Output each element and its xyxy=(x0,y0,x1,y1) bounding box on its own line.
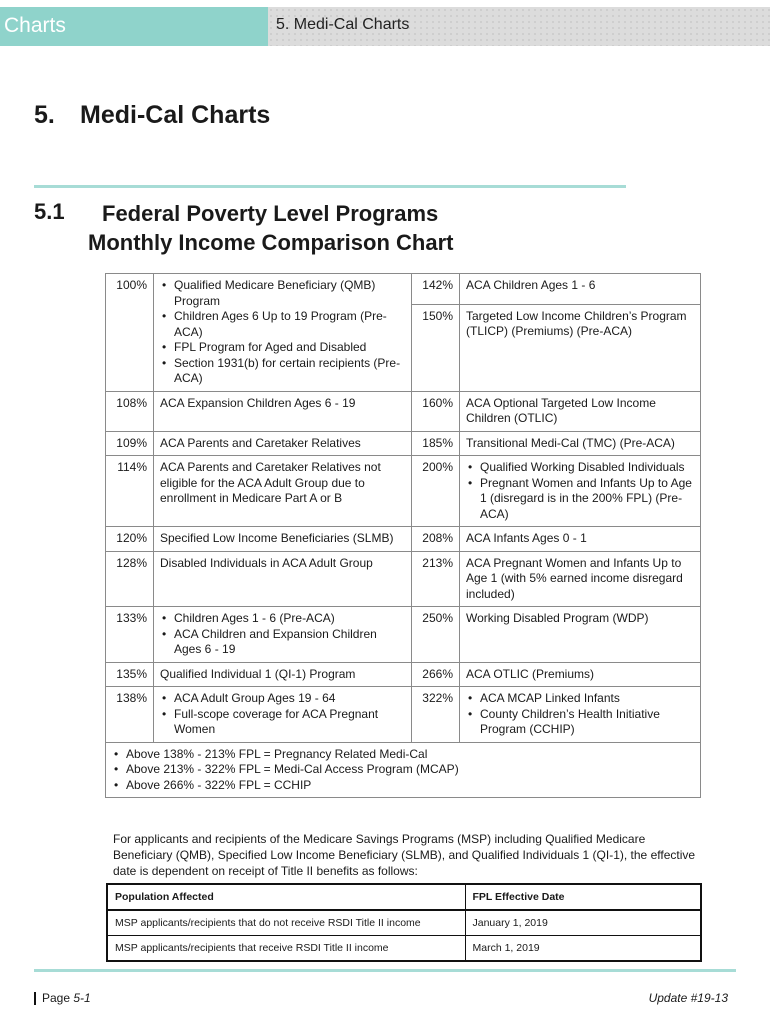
table-cell: January 1, 2019 xyxy=(465,910,701,936)
bullet-list xyxy=(160,278,405,387)
program-description: ACA Pregnant Women and Infants Up to Age 1 (with 5% earned income disregard included) xyxy=(460,551,701,607)
program-description: ACA Infants Ages 0 - 1 xyxy=(460,527,701,552)
bullet-item: • Pregnant Women and Infants Up to Age 1 (disregard is in the 200% FPL) (Pre-ACA) xyxy=(466,476,694,523)
msp-effective-date-table xyxy=(106,883,702,962)
bullet-list xyxy=(466,460,694,522)
program-description xyxy=(460,456,701,527)
program-description xyxy=(460,687,701,743)
bullet-item: • Above 138% - 213% FPL = Pregnancy Related Medi-Cal xyxy=(112,747,694,763)
table-row xyxy=(107,936,701,962)
table-row xyxy=(106,551,701,607)
program-description xyxy=(154,274,412,392)
section-title-line2: Monthly Income Comparison Chart xyxy=(88,230,454,255)
program-description: ACA Expansion Children Ages 6 - 19 xyxy=(154,391,412,431)
program-description xyxy=(154,607,412,663)
program-text: Targeted Low Income Children’s Program (TLICP) (Premiums) (Pre-ACA) xyxy=(460,304,700,340)
notes-cell xyxy=(106,742,701,798)
footer-marker xyxy=(34,992,36,1005)
table-cell: MSP applicants/recipients that do not receive RSDI Title II income xyxy=(107,910,465,936)
table-cell: March 1, 2019 xyxy=(465,936,701,962)
bullet-item: • ACA Adult Group Ages 19 - 64 xyxy=(160,691,405,707)
program-description: Working Disabled Program (WDP) xyxy=(460,607,701,663)
fpl-percent: 133% xyxy=(106,607,154,663)
divider-bottom xyxy=(34,969,736,972)
bullet-list xyxy=(466,691,694,738)
fpl-percent: 250% xyxy=(412,607,460,663)
header-tab-charts[interactable]: Charts xyxy=(0,7,268,46)
fpl-percent-value: 142% xyxy=(422,278,453,292)
footer-page-label: Page xyxy=(42,991,71,1005)
divider-top xyxy=(34,185,626,188)
table-header-row xyxy=(107,884,701,910)
program-description: ACA Parents and Caretaker Relatives xyxy=(154,431,412,456)
program-description xyxy=(460,274,701,392)
bullet-item: • Children Ages 6 Up to 19 Program (Pre-ACA) xyxy=(160,309,405,340)
table-row xyxy=(107,910,701,936)
table-cell: MSP applicants/recipients that receive RSDI Title II income xyxy=(107,936,465,962)
fpl-percent: 109% xyxy=(106,431,154,456)
table-row xyxy=(106,431,701,456)
bullet-list xyxy=(112,747,694,794)
table-row xyxy=(106,662,701,687)
bullet-item: • Section 1931(b) for certain recipients (Pre-ACA) xyxy=(160,356,405,387)
fpl-percent: 208% xyxy=(412,527,460,552)
fpl-percent: 138% xyxy=(106,687,154,743)
program-description xyxy=(154,687,412,743)
header-tab-section[interactable]: 5. Medi-Cal Charts xyxy=(268,7,770,46)
bullet-item: • Above 266% - 322% FPL = CCHIP xyxy=(112,778,694,794)
table-row xyxy=(106,607,701,663)
program-description: ACA Optional Targeted Low Income Children (OTLIC) xyxy=(460,391,701,431)
table-row xyxy=(106,274,701,392)
notes-row xyxy=(106,742,701,798)
table-row xyxy=(106,527,701,552)
table-row xyxy=(106,687,701,743)
fpl-percent: 160% xyxy=(412,391,460,431)
program-description: Transitional Medi-Cal (TMC) (Pre-ACA) xyxy=(460,431,701,456)
chapter-number: 5. xyxy=(34,101,55,129)
bullet-item: • Qualified Working Disabled Individuals xyxy=(466,460,694,476)
fpl-percent: 266% xyxy=(412,662,460,687)
section-title-line1: Federal Poverty Level Programs xyxy=(102,201,439,226)
program-description: ACA Parents and Caretaker Relatives not eligible for the ACA Adult Group due to enrollment in Medicare Part A or B xyxy=(154,456,412,527)
bullet-list xyxy=(160,611,405,658)
bullet-item: • Above 213% - 322% FPL = Medi-Cal Access Program (MCAP) xyxy=(112,762,694,778)
header-bar xyxy=(0,7,770,46)
bullet-item: • Children Ages 1 - 6 (Pre-ACA) xyxy=(160,611,405,627)
bullet-list xyxy=(160,691,405,738)
table-row xyxy=(106,391,701,431)
bullet-item: • Qualified Medicare Beneficiary (QMB) Program xyxy=(160,278,405,309)
chapter-title-text: Medi-Cal Charts xyxy=(80,101,271,129)
footer-page xyxy=(34,991,91,1005)
footer-update: Update #19-13 xyxy=(648,991,728,1005)
msp-paragraph: For applicants and recipients of the Medicare Savings Programs (MSP) including Qualified Medicare Beneficiary (QMB), Specified Low Income Beneficiary (SLMB), and Qualified Individuals 1 (QI-1), the effective date is dependent on receipt of Title II benefits as follows: xyxy=(113,832,696,878)
chapter-title xyxy=(34,101,270,130)
bullet-item: • FPL Program for Aged and Disabled xyxy=(160,340,405,356)
bullet-item: • ACA Children and Expansion Children Ages 6 - 19 xyxy=(160,627,405,658)
program-description: Disabled Individuals in ACA Adult Group xyxy=(154,551,412,607)
section-title xyxy=(88,199,453,257)
fpl-percent: 114% xyxy=(106,456,154,527)
fpl-percent: 100% xyxy=(106,274,154,392)
fpl-percent: 120% xyxy=(106,527,154,552)
bullet-item: • ACA MCAP Linked Infants xyxy=(466,691,694,707)
column-header: Population Affected xyxy=(107,884,465,910)
fpl-percent: 213% xyxy=(412,551,460,607)
section-number: 5.1 xyxy=(34,199,65,224)
fpl-percent: 185% xyxy=(412,431,460,456)
fpl-percent: 128% xyxy=(106,551,154,607)
fpl-percent xyxy=(412,274,460,392)
fpl-percent: 200% xyxy=(412,456,460,527)
fpl-percent: 108% xyxy=(106,391,154,431)
footer-page-number: 5-1 xyxy=(73,991,91,1005)
fpl-percent-value: 150% xyxy=(412,304,459,325)
column-header: FPL Effective Date xyxy=(465,884,701,910)
program-description: ACA OTLIC (Premiums) xyxy=(460,662,701,687)
fpl-comparison-table xyxy=(105,273,701,798)
table-row xyxy=(106,456,701,527)
fpl-percent: 322% xyxy=(412,687,460,743)
program-text: ACA Children Ages 1 - 6 xyxy=(466,278,596,292)
program-description: Qualified Individual 1 (QI-1) Program xyxy=(154,662,412,687)
program-description: Specified Low Income Beneficiaries (SLMB) xyxy=(154,527,412,552)
bullet-item: • County Children’s Health Initiative Program (CCHIP) xyxy=(466,707,694,738)
bullet-item: • Full-scope coverage for ACA Pregnant Women xyxy=(160,707,405,738)
fpl-percent: 135% xyxy=(106,662,154,687)
